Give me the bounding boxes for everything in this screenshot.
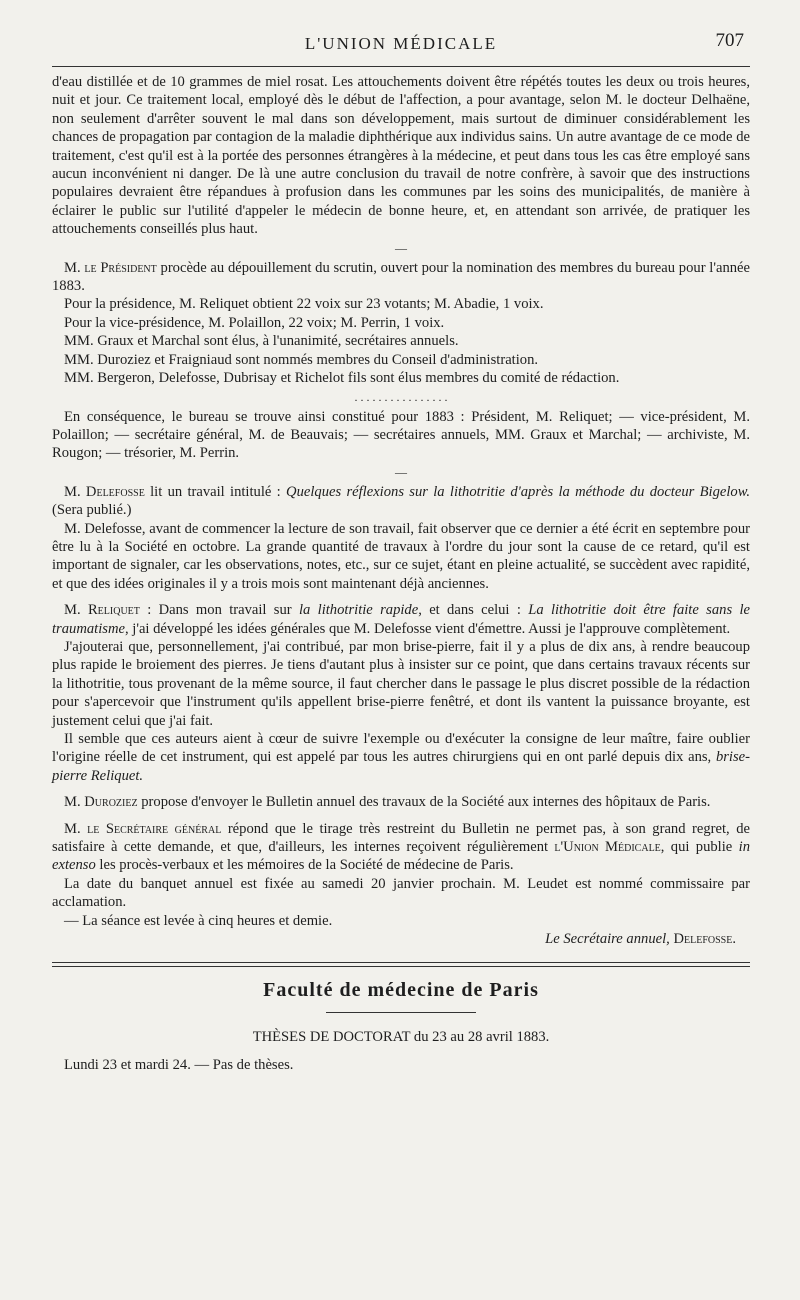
spacer	[52, 785, 750, 793]
separator-dash-2: —	[395, 464, 407, 479]
paragraph-brise-pierre: J'ajouterai que, personnellement, j'ai contribué, par mon brise-pierre, fait il y a plus de dix ans, à rendre beaucoup plus rapide le broiement des pierres. Je tiens d'autant plus à insister sur ce point, que dans certains travaux récents sur la lithotritie, tous provenant de la même source, il faut chercher dans le passage le plus discret possible de la rédaction pour s'apercevoir que l'instrument qu'ils appellent brise-pierre fenêtré, et dont ils vantent la puissance broyante, est justement celui que j'ai fait.	[52, 638, 750, 729]
paragraph-scrutin	[52, 259, 750, 296]
paragraph-delefosse-travail	[52, 483, 750, 520]
spacer	[52, 593, 750, 601]
paragraph-bureau: En conséquence, le bureau se trouve ainsi constitué pour 1883 : Président, M. Reliquet; — vice-président, M. Polaillon; — secrétaire général, M. de Beauvais; — secrétaires annuels, MM. Graux et Marchal; — archiviste, M. Rougon; — trésorier, M. Perrin.	[52, 408, 750, 462]
signature-role: Le Secrétaire annuel,	[545, 931, 670, 948]
reliquet-c: , j'ai développé les idées générales que M. Delefosse vient d'émettre. Aussi je l'approuve complètement.	[124, 620, 731, 637]
title-lithotritie-doit: La lithotritie doit être faite sans le traumatisme	[52, 602, 750, 637]
page-header	[52, 28, 750, 64]
speaker-secretaire-general: M. le Secrétaire général	[64, 820, 222, 837]
auteurs-text: Il semble que ces auteurs aient à cœur de suivre l'exemple ou d'exécuter la consigne de leur maître, faire oublier l'origine réelle de cet instrument, qui est appelé par tous les autres chirurgiens qui en ont parlé depuis dix ans,	[52, 731, 750, 766]
sera-publie: (Sera publié.)	[52, 502, 132, 519]
paragraph-conseil: MM. Duroziez et Fraigniaud sont nommés membres du Conseil d'administration.	[64, 351, 539, 368]
in-extenso: in extenso	[52, 839, 750, 874]
scrutin-text: procède au dépouillement du scrutin, ouvert pour la nomination des membres du bureau pour l'année 1883.	[52, 259, 750, 295]
faculte-rule	[326, 1012, 476, 1013]
signature-name: Delefosse.	[673, 931, 736, 948]
header-rule	[52, 66, 750, 67]
theses-label: THÈSES DE DOCTORAT	[252, 1029, 411, 1046]
title-lithotritie-rapide: la lithotritie rapide	[298, 602, 419, 619]
sg-c: les procès-verbaux et les mémoires de la Société de médecine de Paris.	[99, 857, 514, 874]
speaker-delefosse: M. Delefosse	[64, 483, 145, 500]
separator-dash: —	[395, 240, 407, 255]
sg-a: répond que le tirage très restreint du Bulletin ne permet pas, à son grand regret, de satisfaire à cette demande, et que, d'ailleurs, les internes reçoivent régulièrement	[52, 820, 750, 856]
paragraph-secretaire-general	[52, 820, 750, 875]
journal-title: L'UNION MÉDICALE	[304, 34, 498, 53]
paragraph-auteurs	[52, 730, 750, 785]
travail-title: Quelques réflexions sur la lithotritie d'après la méthode du docteur Bigelow.	[286, 483, 750, 500]
paragraph-presidence: Pour la présidence, M. Reliquet obtient 22 voix sur 23 votants; M. Abadie, 1 voix.	[64, 296, 544, 313]
sg-b: , qui publie	[660, 839, 733, 856]
section-double-rule	[52, 962, 750, 967]
paragraph-seance-levee: — La séance est levée à cinq heures et demie.	[64, 912, 333, 929]
faculte-heading: Faculté de médecine de Paris	[263, 979, 539, 1002]
theses-dates: du 23 au 28 avril 1883.	[413, 1029, 550, 1046]
travail-intro: lit un travail intitulé :	[150, 483, 281, 500]
paragraph-reliquet	[52, 601, 750, 638]
speaker-duroziez: M. Duroziez	[64, 794, 138, 811]
theses-line	[52, 1029, 750, 1046]
reliquet-b: , et dans celui :	[418, 602, 521, 619]
separator-dots: . . . . . . . . . . . . . . . .	[354, 389, 448, 404]
brise-pierre-reliquet: brise-pierre Reliquet.	[52, 749, 750, 784]
paragraph-delhaene: d'eau distillée et de 10 grammes de miel rosat. Les attouchements doivent être répétés toutes les deux ou trois heures, nuit et jour. Ce traitement local, employé dès le début de l'affection, a pour avantage, selon M. le docteur Delhaëne, non seulement d'arrêter souvent le mal dans son développement, mais surtout de diminuer considérablement les chances de propagation par contagion de la maladie diphthérique aux individus sains. Un autre avantage de ce mode de traitement, c'est qu'il est à la portée des personnes étrangères à la médecine, et peut dans tous les cas être employé sans aucun inconvénient ni danger. De là une autre conclusion du travail de notre confrère, à savoir que des instructions populaires devraient être répandues à profusion dans les communes par les soins des municipalités, de manière à éclairer le public sur l'utilité d'appeler le médecin de bonne heure, et, en attendant son arrivée, de pratiquer les attouchements conseillés plus haut.	[52, 74, 750, 238]
page-number: 707	[715, 30, 744, 51]
reliquet-a: Dans mon travail sur	[158, 602, 292, 619]
paragraph-banquet: La date du banquet annuel est fixée au samedi 20 janvier prochain. M. Leudet est nommé commissaire par acclamation.	[52, 875, 750, 911]
paragraph-delefosse-avant: M. Delefosse, avant de commencer la lecture de son travail, fait observer que ce dernier a été écrit en septembre pour être lu à la Société en octobre. La grande quantité de travaux à l'ordre du jour sont la cause de ce retard, qu'il est important de signaler, car les observations, notes, etc., sur ce sujet, étant en pleine actualité, se succèdent avec rapidité, et que des idées originales il y a trois mois sont maintenant déjà anciennes.	[52, 520, 750, 592]
paragraph-secretaires: MM. Graux et Marchal sont élus, à l'unanimité, secrétaires annuels.	[64, 333, 459, 350]
paragraph-vice-presidence: Pour la vice-présidence, M. Polaillon, 22 voix; M. Perrin, 1 voix.	[64, 314, 445, 331]
union-medicale-ref: l'Union Médicale	[554, 839, 661, 856]
speaker-president: M. le Président	[64, 259, 157, 276]
duroziez-text: propose d'envoyer le Bulletin annuel des travaux de la Société aux internes des hôpitaux de Paris.	[141, 794, 711, 811]
speaker-reliquet: M. Reliquet :	[64, 602, 152, 619]
paragraph-comite: MM. Bergeron, Delefosse, Dubrisay et Richelot fils sont élus membres du comité de rédaction.	[64, 370, 620, 387]
lundi-line: Lundi 23 et mardi 24. — Pas de thèses.	[64, 1057, 294, 1074]
signature	[52, 930, 750, 948]
paragraph-duroziez	[52, 793, 750, 811]
spacer	[52, 812, 750, 820]
